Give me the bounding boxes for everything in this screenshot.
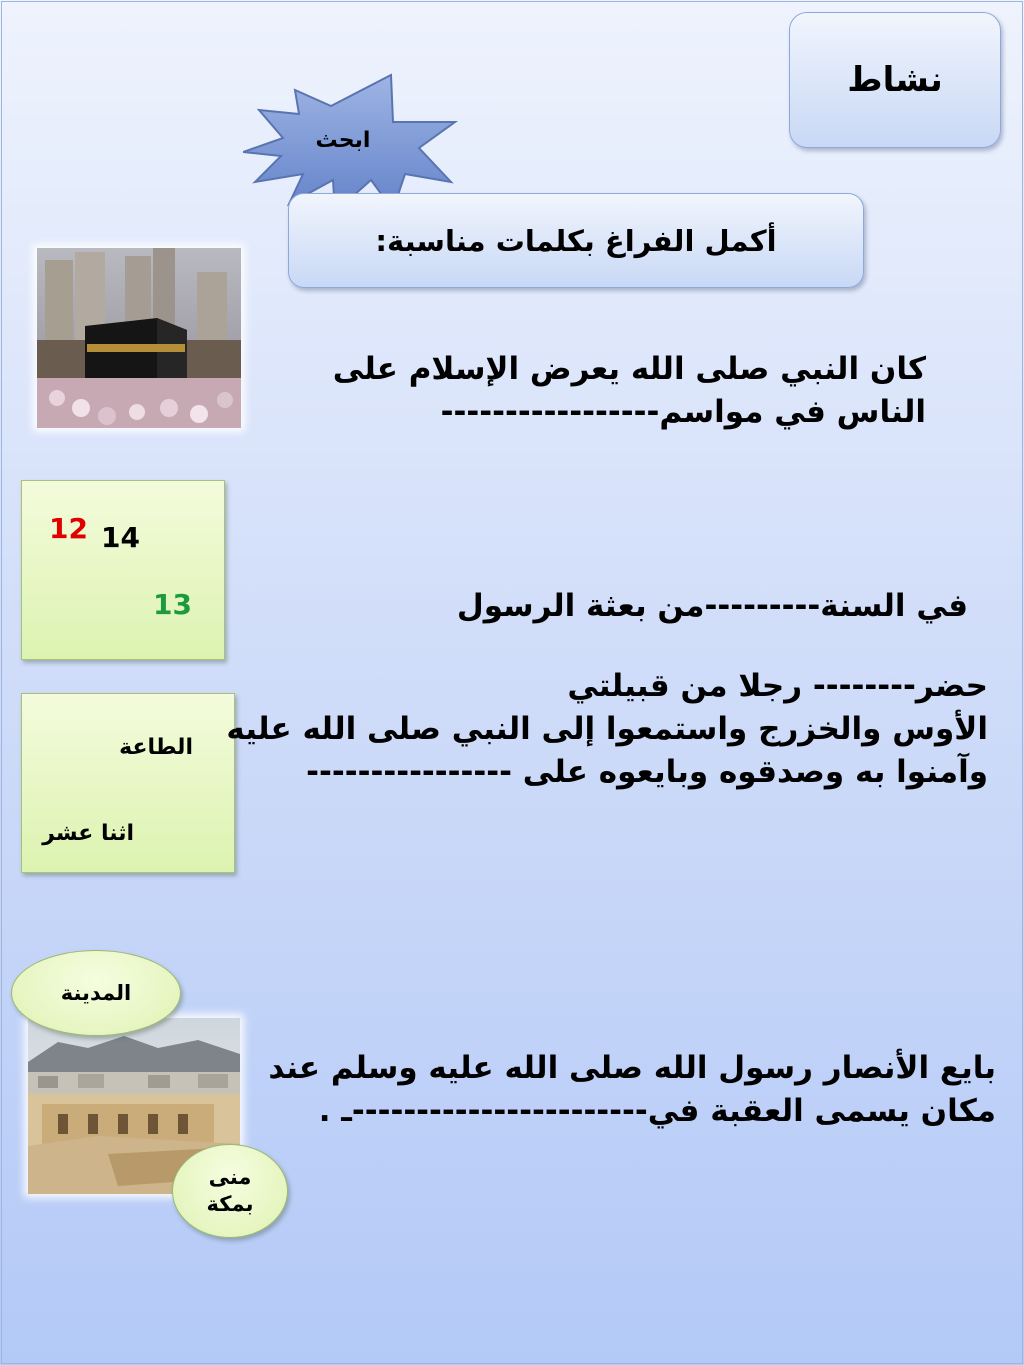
question-1-line-1: كان النبي صلى الله يعرض الإسلام على	[332, 351, 926, 387]
answer-oval-madinah-text: المدينة	[60, 980, 132, 1005]
question-3-line-2: الأوس والخزرج واستمعوا إلى النبي صلى الله عليه	[226, 711, 988, 747]
instruction-text: أكمل الفراغ بكلمات مناسبة:	[375, 223, 777, 258]
words-answer-box	[21, 693, 235, 873]
question-4	[268, 1047, 996, 1133]
answer-oval-mina-line-2: بمكة	[206, 1192, 254, 1216]
activity-title: نشاط	[847, 60, 943, 100]
question-4-line-2: مكان يسمى العقبة في-----------------------ـ .	[318, 1093, 996, 1129]
answer-word-twelve: اثنا عشر	[42, 821, 134, 846]
answer-year-14: 14	[101, 521, 140, 554]
question-4-line-1: بايع الأنصار رسول الله صلى الله عليه وسلم عند	[268, 1050, 996, 1086]
question-2-line-1: في السنة---------من بعثة الرسول	[456, 588, 968, 624]
answer-oval-mina	[172, 1144, 288, 1238]
answer-oval-mina-line-1: منى	[208, 1165, 252, 1189]
question-3-line-1: حضر-------- رجلا من قبيلتي	[567, 668, 988, 704]
question-3-line-3: وآمنوا به وصدقوه وبايعوه على ----------------	[306, 754, 988, 790]
instruction-box	[288, 193, 864, 288]
answer-year-12: 12	[49, 512, 88, 545]
kaaba-photo	[37, 248, 241, 428]
question-1-line-2: الناس في مواسم-----------------	[440, 394, 926, 430]
research-label: ابحث	[315, 128, 371, 153]
question-2	[457, 585, 968, 628]
question-3	[226, 665, 988, 794]
answer-word-obedience: الطاعة	[119, 735, 193, 760]
activity-title-box	[789, 12, 1001, 148]
question-1	[333, 348, 926, 434]
years-answer-box	[21, 480, 225, 660]
answer-year-13: 13	[153, 588, 192, 621]
answer-oval-madinah	[11, 950, 181, 1036]
